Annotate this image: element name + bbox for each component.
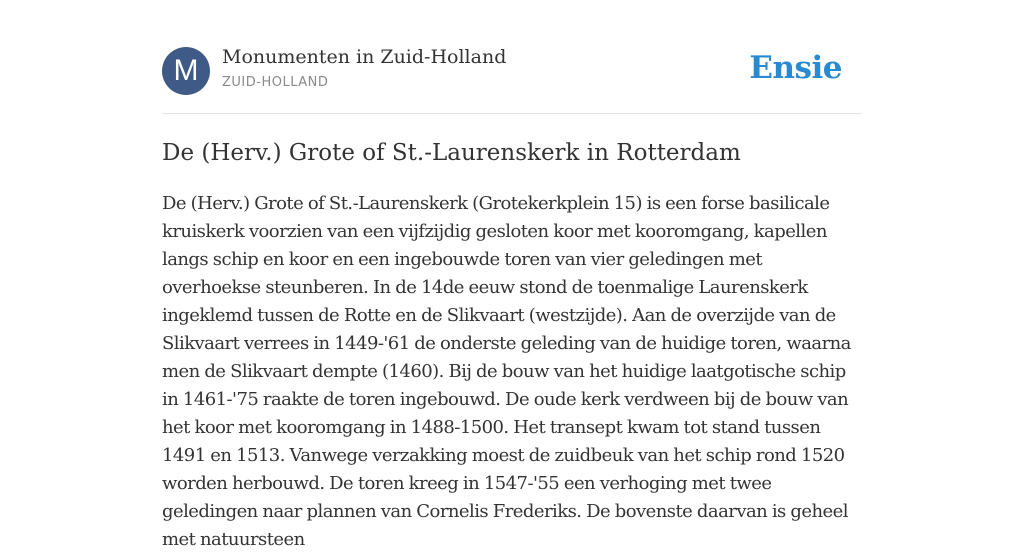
article-title: De (Herv.) Grote of St.-Laurenskerk in Rotterdam <box>162 140 741 166</box>
source-header <box>162 46 862 96</box>
avatar[interactable]: M <box>162 47 210 95</box>
source-region: ZUID-HOLLAND <box>222 75 329 90</box>
source-title[interactable]: Monumenten in Zuid-Holland <box>222 46 507 68</box>
brand-logo[interactable]: Ensie <box>749 50 842 86</box>
article-body: De (Herv.) Grote of St.-Laurenskerk (Grotekerkplein 15) is een forse basilicale kruiskerk voorzien van een vijfzijdig gesloten koor met kooromgang, kapellen langs schip en koor en een ingebouwde toren van vier geledingen met overhoekse steunberen. In de 14de eeuw stond de toenmalige Laurenskerk ingeklemd tussen de Rotte en de Slikvaart (westzijde). Aan de overzijde van de Slikvaart verrees in 1449-'61 de onderste geleding van de huidige toren, waarna men de Slikvaart dempte (1460). Bij de bouw van het huidige laatgotische schip in 1461-'75 raakte de toren ingebouwd. De oude kerk verdween bij de bouw van het koor met kooromgang in 1488-1500. Het transept kwam tot stand tussen 1491 en 1513. Vanwege verzakking moest de zuidbeuk van het schip rond 1520 worden herbouwd. De toren kreeg in 1547-'55 een verhoging met twee geledingen naar plannen van Cornelis Frederiks. De bovenste daarvan is geheel met natuursteen <box>162 193 851 550</box>
header-divider <box>162 113 862 114</box>
